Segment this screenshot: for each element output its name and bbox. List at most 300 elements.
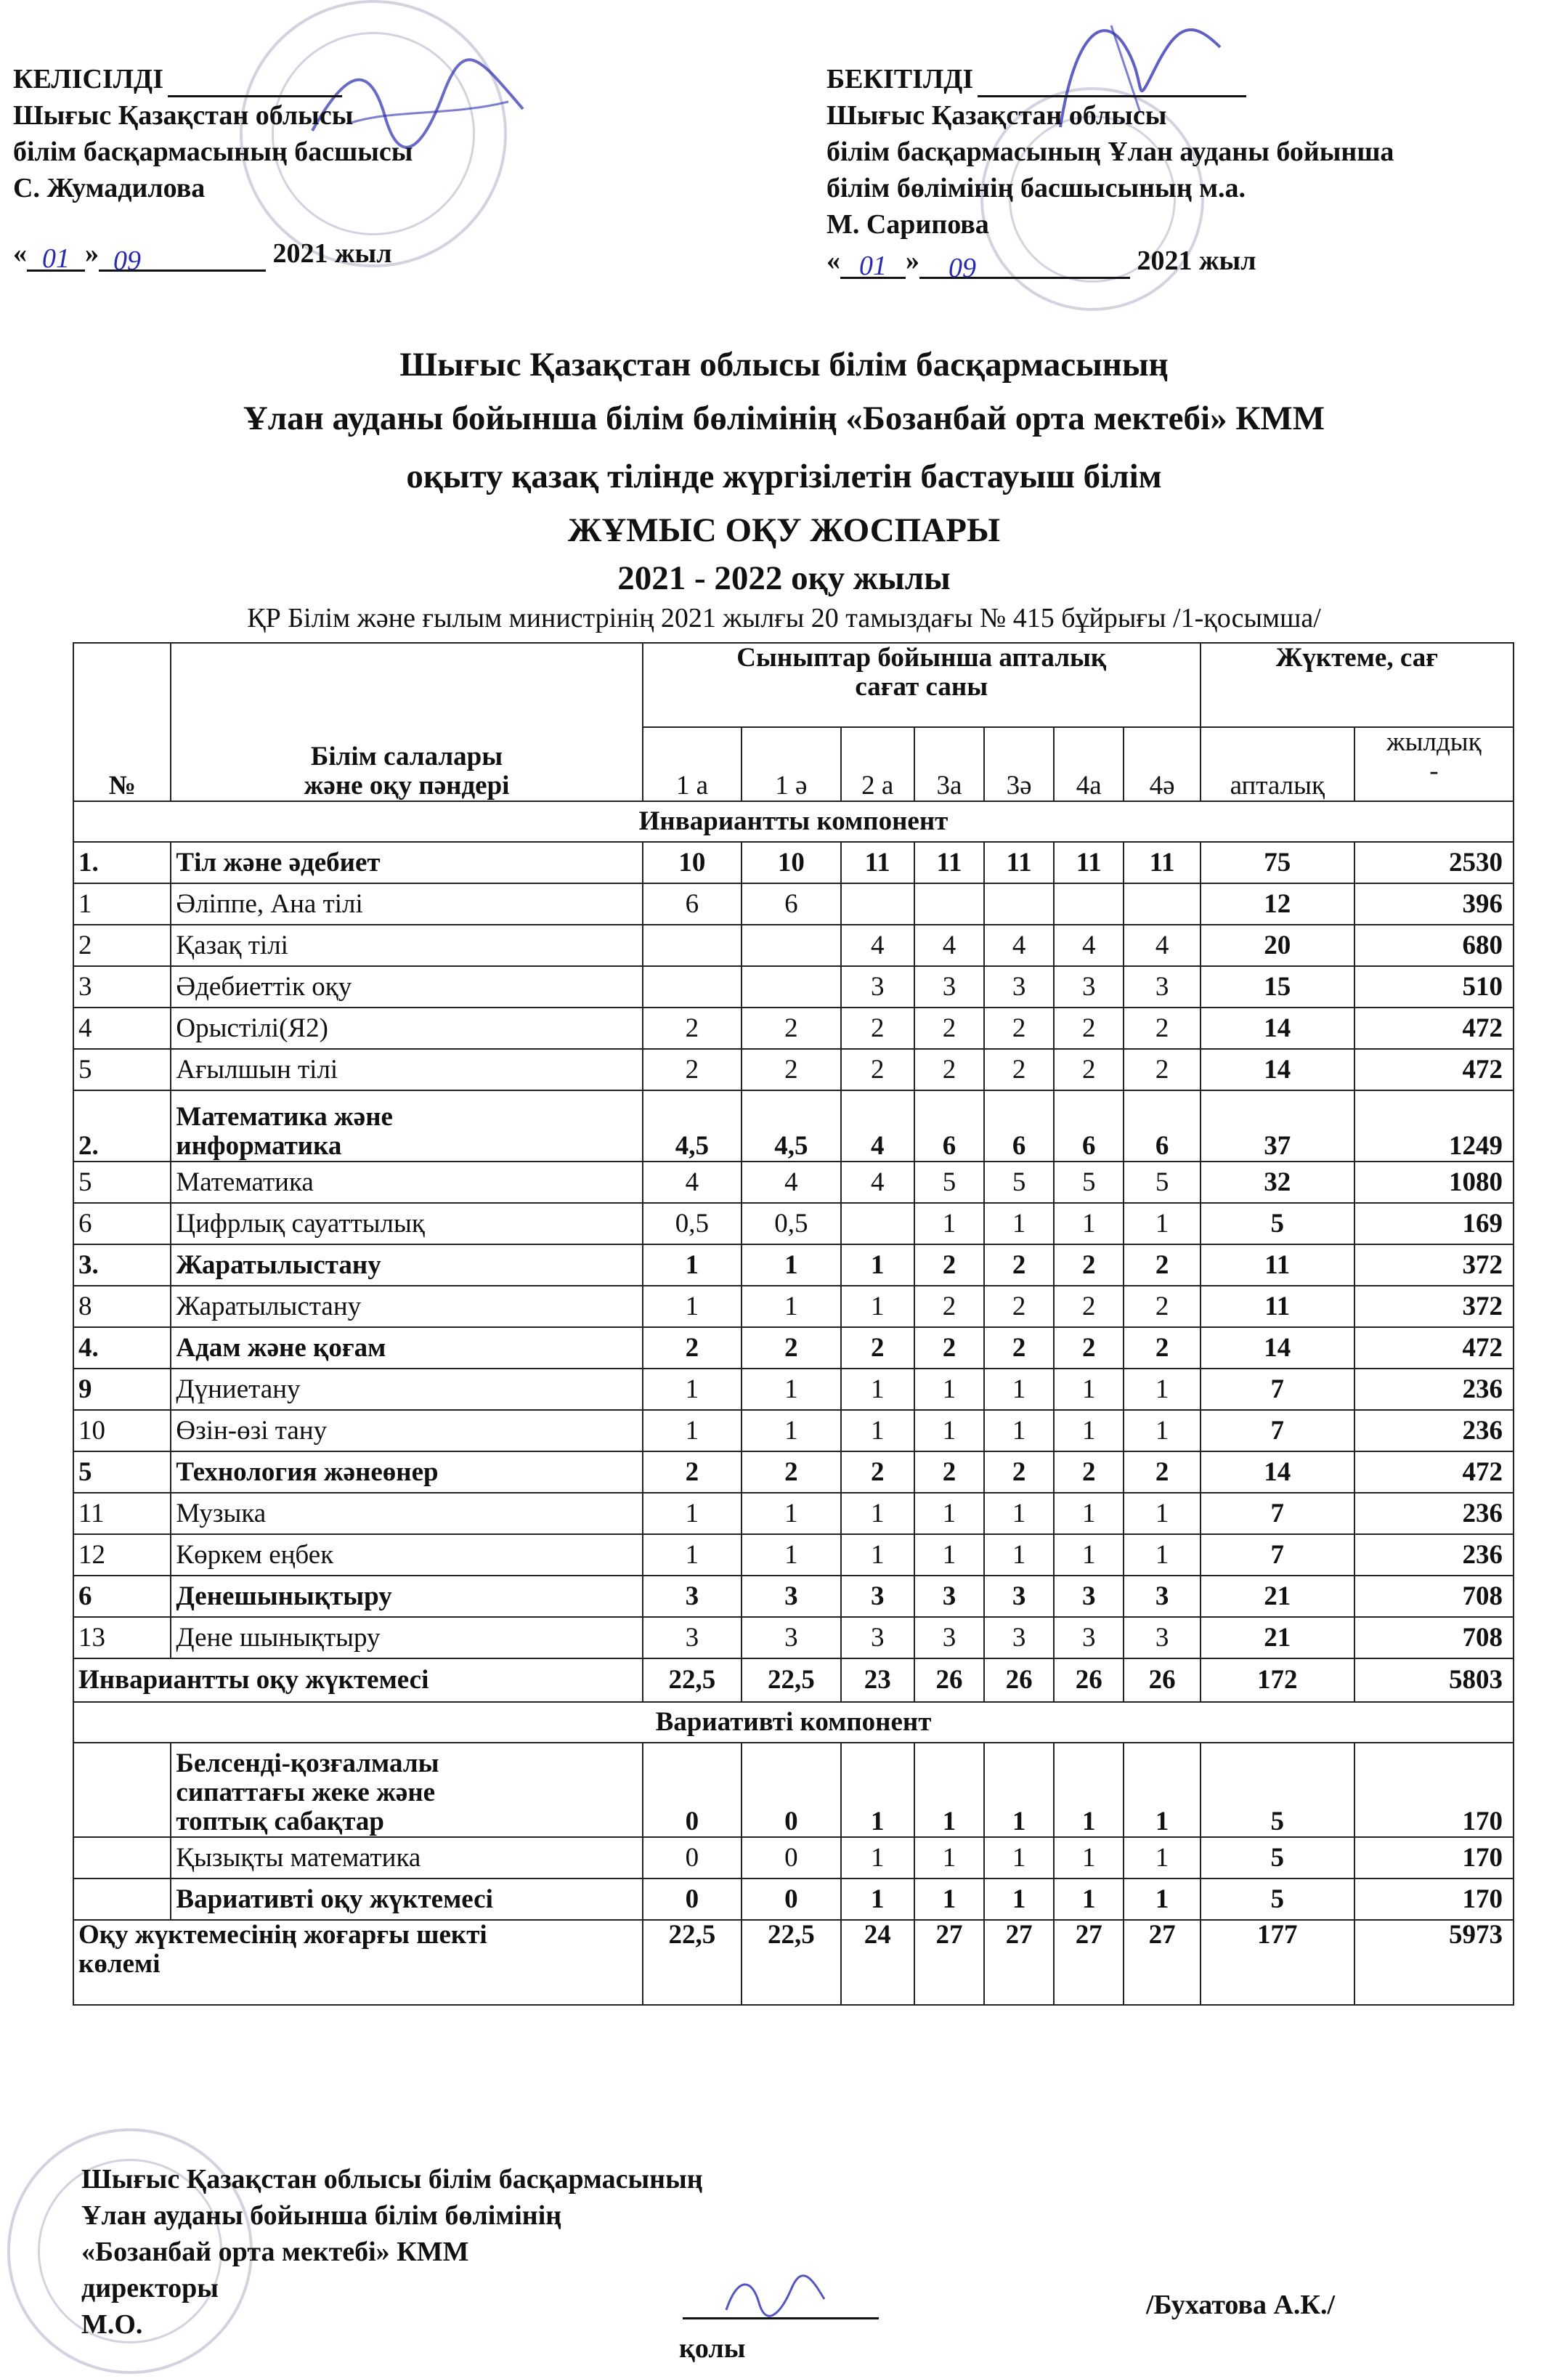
- table-row: [73, 1410, 1514, 1451]
- weekly-total: 75: [1201, 842, 1354, 883]
- yearly-total: 396: [1354, 883, 1514, 925]
- max-total-label: Оқу жүктемесінің жоғарғы шекті көлемі: [73, 1920, 643, 2005]
- row-number: 1: [73, 883, 171, 925]
- yearly-total: 472: [1354, 1451, 1514, 1493]
- table-row: [73, 1369, 1514, 1410]
- hours-cell: 1: [1054, 1837, 1124, 1879]
- signature-name: /Бухатова А.К./: [1146, 2290, 1336, 2320]
- hours-cell: 1: [742, 1244, 840, 1286]
- approval-left-day: 01: [27, 240, 85, 272]
- hours-cell: 1: [914, 1493, 984, 1534]
- row-number: 2.: [73, 1090, 171, 1162]
- hours-cell: 1: [841, 1493, 914, 1534]
- table-row: [73, 1008, 1514, 1049]
- hours-cell: 1: [841, 1879, 914, 1920]
- hours-cell: 0: [643, 1837, 742, 1879]
- hours-cell: 4: [841, 925, 914, 966]
- weekly-total: 5: [1201, 1879, 1354, 1920]
- invariant-total-row: [73, 1658, 1514, 1702]
- weekly-total: 37: [1201, 1090, 1354, 1162]
- yearly-total: 170: [1354, 1837, 1514, 1879]
- weekly-total: 14: [1201, 1451, 1354, 1493]
- row-number: 4.: [73, 1327, 171, 1369]
- yearly-total: 236: [1354, 1493, 1514, 1534]
- table-row: [73, 925, 1514, 966]
- header-class: 3а: [914, 727, 984, 801]
- invariant-total-label: Инвариантты оқу жүктемесі: [73, 1658, 643, 1702]
- hours-cell: 2: [643, 1327, 742, 1369]
- weekly-total: 15: [1201, 966, 1354, 1008]
- table-row: [73, 842, 1514, 883]
- yearly-total: 1249: [1354, 1090, 1514, 1162]
- hours-cell: 6: [1054, 1090, 1124, 1162]
- hours-cell: 1: [643, 1493, 742, 1534]
- total-weekly: 172: [1201, 1658, 1354, 1702]
- header-class: 1 ә: [742, 727, 840, 801]
- total-cell: 26: [914, 1658, 984, 1702]
- hours-cell: 2: [914, 1008, 984, 1049]
- hours-cell: [1124, 883, 1200, 925]
- hours-cell: 3: [742, 1576, 840, 1617]
- header-class: 1 а: [643, 727, 742, 801]
- row-subject: Әдебиеттік оқу: [171, 966, 642, 1008]
- table-row: [73, 1203, 1514, 1244]
- row-subject: Көркем еңбек: [171, 1534, 642, 1576]
- weekly-total: 21: [1201, 1617, 1354, 1658]
- hours-cell: [1054, 883, 1124, 925]
- hours-cell: 3: [984, 1617, 1054, 1658]
- yearly-total: 236: [1354, 1534, 1514, 1576]
- header-weekly: апталық: [1201, 727, 1354, 801]
- header-class: 4ә: [1124, 727, 1200, 801]
- row-subject: Математика: [171, 1162, 642, 1203]
- hours-cell: 1: [1054, 1203, 1124, 1244]
- hours-cell: 1: [742, 1534, 840, 1576]
- hours-cell: 1: [1124, 1410, 1200, 1451]
- hours-cell: 1: [984, 1369, 1054, 1410]
- row-subject: Жаратылыстану: [171, 1244, 642, 1286]
- yearly-total: 472: [1354, 1327, 1514, 1369]
- hours-cell: 3: [1124, 1576, 1200, 1617]
- hours-cell: 2: [643, 1008, 742, 1049]
- footer-block: [81, 2161, 703, 2343]
- table-row: [73, 1617, 1514, 1658]
- total-cell: 26: [1054, 1658, 1124, 1702]
- weekly-total: 11: [1201, 1286, 1354, 1327]
- yearly-total: 510: [1354, 966, 1514, 1008]
- total-cell: 22,5: [643, 1658, 742, 1702]
- hours-cell: 5: [914, 1162, 984, 1203]
- hours-cell: 3: [643, 1576, 742, 1617]
- table-row: [73, 1451, 1514, 1493]
- row-number: 1.: [73, 842, 171, 883]
- row-number: 4: [73, 1008, 171, 1049]
- hours-cell: 2: [742, 1451, 840, 1493]
- hours-cell: 0,5: [742, 1203, 840, 1244]
- hours-cell: 4: [1054, 925, 1124, 966]
- row-number: 12: [73, 1534, 171, 1576]
- hours-cell: 1: [914, 1743, 984, 1837]
- hours-cell: 2: [914, 1451, 984, 1493]
- signature-caption: қолы: [679, 2333, 746, 2364]
- table-row: [73, 1244, 1514, 1286]
- approval-left-month: 09: [99, 243, 266, 272]
- hours-cell: 0: [742, 1743, 840, 1837]
- hours-cell: 4,5: [643, 1090, 742, 1162]
- yearly-total: 170: [1354, 1879, 1514, 1920]
- hours-cell: 2: [1124, 1049, 1200, 1090]
- hours-cell: 10: [742, 842, 840, 883]
- hours-cell: 6: [984, 1090, 1054, 1162]
- hours-cell: [643, 925, 742, 966]
- hours-cell: 2: [841, 1049, 914, 1090]
- hours-cell: [984, 883, 1054, 925]
- hours-cell: 6: [914, 1090, 984, 1162]
- approval-right-title: БЕКІТІЛДІ: [826, 64, 974, 94]
- table-row: [73, 1837, 1514, 1879]
- curriculum-table: [73, 642, 1514, 2006]
- weekly-total: 14: [1201, 1327, 1354, 1369]
- hours-cell: 1: [914, 1203, 984, 1244]
- hours-cell: 1: [841, 1369, 914, 1410]
- weekly-total: 11: [1201, 1244, 1354, 1286]
- row-subject: Вариативті оқу жүктемесі: [171, 1879, 642, 1920]
- approval-right-line2: білім басқармасының Ұлан ауданы бойынша: [826, 137, 1394, 167]
- hours-cell: [643, 966, 742, 1008]
- hours-cell: 4: [1124, 925, 1200, 966]
- signature-bottom: [719, 2270, 828, 2321]
- weekly-total: 14: [1201, 1008, 1354, 1049]
- row-subject: Әліппе, Ана тілі: [171, 883, 642, 925]
- hours-cell: 1: [914, 1534, 984, 1576]
- yearly-total: 372: [1354, 1286, 1514, 1327]
- hours-cell: 1: [1054, 1369, 1124, 1410]
- hours-cell: 2: [984, 1244, 1054, 1286]
- row-subject: Денешынықтыру: [171, 1576, 642, 1617]
- footer-line2: Ұлан ауданы бойынша білім бөлімінің: [81, 2200, 562, 2231]
- table-row: [73, 1286, 1514, 1327]
- hours-cell: [914, 883, 984, 925]
- yearly-total: 236: [1354, 1410, 1514, 1451]
- row-number: 2: [73, 925, 171, 966]
- row-subject: Дүниетану: [171, 1369, 642, 1410]
- hours-cell: 3: [1124, 1617, 1200, 1658]
- max-cell: 27: [1054, 1920, 1124, 2005]
- hours-cell: 2: [643, 1451, 742, 1493]
- row-number: 13: [73, 1617, 171, 1658]
- hours-cell: 2: [914, 1244, 984, 1286]
- variative-section-title: Вариативті компонент: [73, 1702, 1514, 1743]
- hours-cell: 1: [914, 1837, 984, 1879]
- row-number: [73, 1743, 171, 1837]
- yearly-total: 2530: [1354, 842, 1514, 883]
- row-number: 9: [73, 1369, 171, 1410]
- row-subject: Қызықты математика: [171, 1837, 642, 1879]
- hours-cell: 3: [914, 966, 984, 1008]
- hours-cell: 6: [643, 883, 742, 925]
- row-subject: Тіл және әдебиет: [171, 842, 642, 883]
- hours-cell: 4: [984, 925, 1054, 966]
- table-row: [73, 1743, 1514, 1837]
- total-cell: 23: [841, 1658, 914, 1702]
- hours-cell: 4: [914, 925, 984, 966]
- hours-cell: 1: [1124, 1203, 1200, 1244]
- hours-cell: 1: [914, 1410, 984, 1451]
- hours-cell: 1: [841, 1837, 914, 1879]
- yearly-total: 169: [1354, 1203, 1514, 1244]
- title-line3: оқыту қазақ тілінде жүргізілетін бастауыш білім: [406, 458, 1162, 495]
- approval-left-year: 2021 жыл: [272, 238, 392, 269]
- max-yearly: 5973: [1354, 1920, 1514, 2005]
- approval-right-date: « 01 » 09 2021 жыл: [826, 246, 1256, 283]
- weekly-total: 7: [1201, 1410, 1354, 1451]
- total-cell: 22,5: [742, 1658, 840, 1702]
- hours-cell: 1: [1054, 1493, 1124, 1534]
- hours-cell: 1: [1124, 1879, 1200, 1920]
- hours-cell: 1: [984, 1534, 1054, 1576]
- max-total: [73, 1920, 1514, 2005]
- hours-cell: 1: [1124, 1534, 1200, 1576]
- max-cell: 22,5: [643, 1920, 742, 2005]
- hours-cell: 10: [643, 842, 742, 883]
- header-class: 2 а: [841, 727, 914, 801]
- hours-cell: [742, 966, 840, 1008]
- header-yearly: жылдық -: [1354, 727, 1514, 801]
- hours-cell: 1: [1124, 1743, 1200, 1837]
- hours-cell: [841, 1203, 914, 1244]
- approval-left-line2: білім басқармасының басшысы: [13, 137, 413, 167]
- hours-cell: 1: [1124, 1369, 1200, 1410]
- header-class: 3ә: [984, 727, 1054, 801]
- max-cell: 27: [984, 1920, 1054, 2005]
- hours-cell: 3: [984, 1576, 1054, 1617]
- row-number: 3: [73, 966, 171, 1008]
- hours-cell: 2: [1124, 1451, 1200, 1493]
- table-row: [73, 1879, 1514, 1920]
- hours-cell: 11: [1054, 842, 1124, 883]
- hours-cell: 2: [984, 1327, 1054, 1369]
- hours-cell: 1: [1054, 1410, 1124, 1451]
- yearly-total: 236: [1354, 1369, 1514, 1410]
- weekly-total: 32: [1201, 1162, 1354, 1203]
- weekly-total: 12: [1201, 883, 1354, 925]
- approval-left: [13, 61, 413, 276]
- title-line1: Шығыс Қазақстан облысы білім басқармасының: [399, 346, 1169, 384]
- yearly-total: 680: [1354, 925, 1514, 966]
- hours-cell: 4: [841, 1090, 914, 1162]
- weekly-total: 7: [1201, 1369, 1354, 1410]
- hours-cell: 0: [742, 1837, 840, 1879]
- row-subject: Адам және қоғам: [171, 1327, 642, 1369]
- hours-cell: 2: [841, 1008, 914, 1049]
- hours-cell: 1: [643, 1244, 742, 1286]
- variative-rows: [73, 1743, 1514, 1920]
- max-cell: 24: [841, 1920, 914, 2005]
- hours-cell: 2: [984, 1451, 1054, 1493]
- subtitle: ҚР Білім және ғылым министрінің 2021 жылғы 20 тамыздағы № 415 бұйрығы /1-қосымша/: [247, 603, 1321, 633]
- hours-cell: 2: [1124, 1008, 1200, 1049]
- hours-cell: 2: [1054, 1451, 1124, 1493]
- hours-cell: 1: [1124, 1837, 1200, 1879]
- hours-cell: 0: [742, 1879, 840, 1920]
- title-line4: ЖҰМЫС ОҚУ ЖОСПАРЫ: [567, 511, 1001, 549]
- hours-cell: 1: [841, 1743, 914, 1837]
- hours-cell: 5: [984, 1162, 1054, 1203]
- hours-cell: 3: [914, 1617, 984, 1658]
- table-row: [73, 1049, 1514, 1090]
- row-number: 5: [73, 1451, 171, 1493]
- table-row: [73, 1162, 1514, 1203]
- hours-cell: 1: [841, 1244, 914, 1286]
- table-row: [73, 966, 1514, 1008]
- hours-cell: 1: [1054, 1743, 1124, 1837]
- hours-cell: 2: [1054, 1049, 1124, 1090]
- hours-cell: 3: [1054, 1576, 1124, 1617]
- row-number: 6: [73, 1576, 171, 1617]
- hours-cell: 3: [643, 1617, 742, 1658]
- hours-cell: 2: [984, 1286, 1054, 1327]
- hours-cell: [841, 883, 914, 925]
- weekly-total: 5: [1201, 1203, 1354, 1244]
- yearly-total: 372: [1354, 1244, 1514, 1286]
- header-class: 4а: [1054, 727, 1124, 801]
- hours-cell: 1: [984, 1879, 1054, 1920]
- row-number: [73, 1837, 171, 1879]
- footer-line5: М.О.: [81, 2309, 143, 2340]
- max-weekly: 177: [1201, 1920, 1354, 2005]
- weekly-total: 14: [1201, 1049, 1354, 1090]
- hours-cell: 2: [1124, 1244, 1200, 1286]
- table-row: [73, 883, 1514, 925]
- hours-cell: 1: [984, 1837, 1054, 1879]
- weekly-total: 5: [1201, 1743, 1354, 1837]
- hours-cell: 1: [742, 1286, 840, 1327]
- hours-cell: 1: [984, 1493, 1054, 1534]
- hours-cell: 1: [1054, 1879, 1124, 1920]
- hours-cell: 6: [742, 883, 840, 925]
- hours-cell: 4: [742, 1162, 840, 1203]
- row-subject: Ағылшын тілі: [171, 1049, 642, 1090]
- row-subject: Қазақ тілі: [171, 925, 642, 966]
- signature-line: [683, 2317, 879, 2319]
- row-number: 8: [73, 1286, 171, 1327]
- hours-cell: 2: [742, 1327, 840, 1369]
- yearly-total: 708: [1354, 1576, 1514, 1617]
- hours-cell: 2: [1054, 1008, 1124, 1049]
- hours-cell: 5: [1054, 1162, 1124, 1203]
- hours-cell: 1: [841, 1286, 914, 1327]
- row-number: 5: [73, 1162, 171, 1203]
- hours-cell: 2: [1054, 1327, 1124, 1369]
- hours-cell: 1: [742, 1369, 840, 1410]
- hours-cell: 3: [1054, 1617, 1124, 1658]
- hours-cell: 2: [1054, 1286, 1124, 1327]
- hours-cell: 3: [984, 966, 1054, 1008]
- weekly-total: 20: [1201, 925, 1354, 966]
- row-subject: Музыка: [171, 1493, 642, 1534]
- hours-cell: 11: [914, 842, 984, 883]
- hours-cell: 2: [914, 1286, 984, 1327]
- hours-cell: 2: [742, 1049, 840, 1090]
- weekly-total: 7: [1201, 1534, 1354, 1576]
- table-row: [73, 1090, 1514, 1162]
- yearly-total: 472: [1354, 1008, 1514, 1049]
- row-number: 11: [73, 1493, 171, 1534]
- hours-cell: 2: [841, 1327, 914, 1369]
- hours-cell: 1: [742, 1493, 840, 1534]
- max-cell: 22,5: [742, 1920, 840, 2005]
- table-row: [73, 1534, 1514, 1576]
- max-cell: 27: [1124, 1920, 1200, 2005]
- invariant-rows: [73, 842, 1514, 1658]
- total-cell: 26: [1124, 1658, 1200, 1702]
- row-number: 3.: [73, 1244, 171, 1286]
- row-number: [73, 1879, 171, 1920]
- footer-line4: директоры: [81, 2273, 219, 2303]
- approval-left-title: КЕЛІСІЛДІ: [13, 64, 163, 94]
- max-cell: 27: [914, 1920, 984, 2005]
- hours-cell: 1: [984, 1743, 1054, 1837]
- hours-cell: 3: [841, 1617, 914, 1658]
- approval-right-line1: Шығыс Қазақстан облысы: [826, 100, 1167, 131]
- hours-cell: [742, 925, 840, 966]
- hours-cell: 2: [742, 1008, 840, 1049]
- row-subject: Орыстілі(Я2): [171, 1008, 642, 1049]
- row-subject: Белсенді-қозғалмалы сипаттағы жеке және топтық сабақтар: [171, 1743, 642, 1837]
- hours-cell: 2: [914, 1327, 984, 1369]
- approval-right-name: М. Сарипова: [826, 209, 989, 240]
- approval-right-line3: білім бөлімінің басшысының м.а.: [826, 173, 1246, 203]
- max-total-row: [73, 1920, 1514, 2005]
- row-subject: Цифрлық сауаттылық: [171, 1203, 642, 1244]
- hours-cell: 2: [984, 1008, 1054, 1049]
- header-subject: Білім салалары және оқу пәндері: [171, 643, 642, 801]
- header-num: №: [73, 643, 171, 801]
- approval-right-month: 09: [919, 250, 1130, 279]
- yearly-total: 170: [1354, 1743, 1514, 1837]
- hours-cell: 3: [742, 1617, 840, 1658]
- row-number: 6: [73, 1203, 171, 1244]
- hours-cell: 2: [643, 1049, 742, 1090]
- table-row: [73, 1493, 1514, 1534]
- invariant-total: [73, 1658, 1514, 1743]
- hours-cell: 6: [1124, 1090, 1200, 1162]
- row-subject: Жаратылыстану: [171, 1286, 642, 1327]
- table-head: [73, 643, 1514, 842]
- hours-cell: 2: [984, 1049, 1054, 1090]
- header-weekly-hours: Сыныптар бойынша апталық сағат саны: [643, 643, 1201, 727]
- hours-cell: 2: [841, 1451, 914, 1493]
- hours-cell: 0: [643, 1879, 742, 1920]
- total-cell: 26: [984, 1658, 1054, 1702]
- yearly-total: 708: [1354, 1617, 1514, 1658]
- footer-line3: «Бозанбай орта мектебі» КММ: [81, 2237, 469, 2267]
- table-row: [73, 1327, 1514, 1369]
- hours-cell: 1: [1124, 1493, 1200, 1534]
- row-subject: Өзін-өзі тану: [171, 1410, 642, 1451]
- yearly-total: 472: [1354, 1049, 1514, 1090]
- row-subject: Дене шынықтыру: [171, 1617, 642, 1658]
- row-number: 5: [73, 1049, 171, 1090]
- hours-cell: 5: [1124, 1162, 1200, 1203]
- weekly-total: 5: [1201, 1837, 1354, 1879]
- hours-cell: 3: [914, 1576, 984, 1617]
- hours-cell: 4: [841, 1162, 914, 1203]
- approval-right-year: 2021 жыл: [1137, 246, 1256, 276]
- header-load: Жүктеме, сағ: [1201, 643, 1514, 727]
- hours-cell: 3: [841, 1576, 914, 1617]
- hours-cell: 11: [984, 842, 1054, 883]
